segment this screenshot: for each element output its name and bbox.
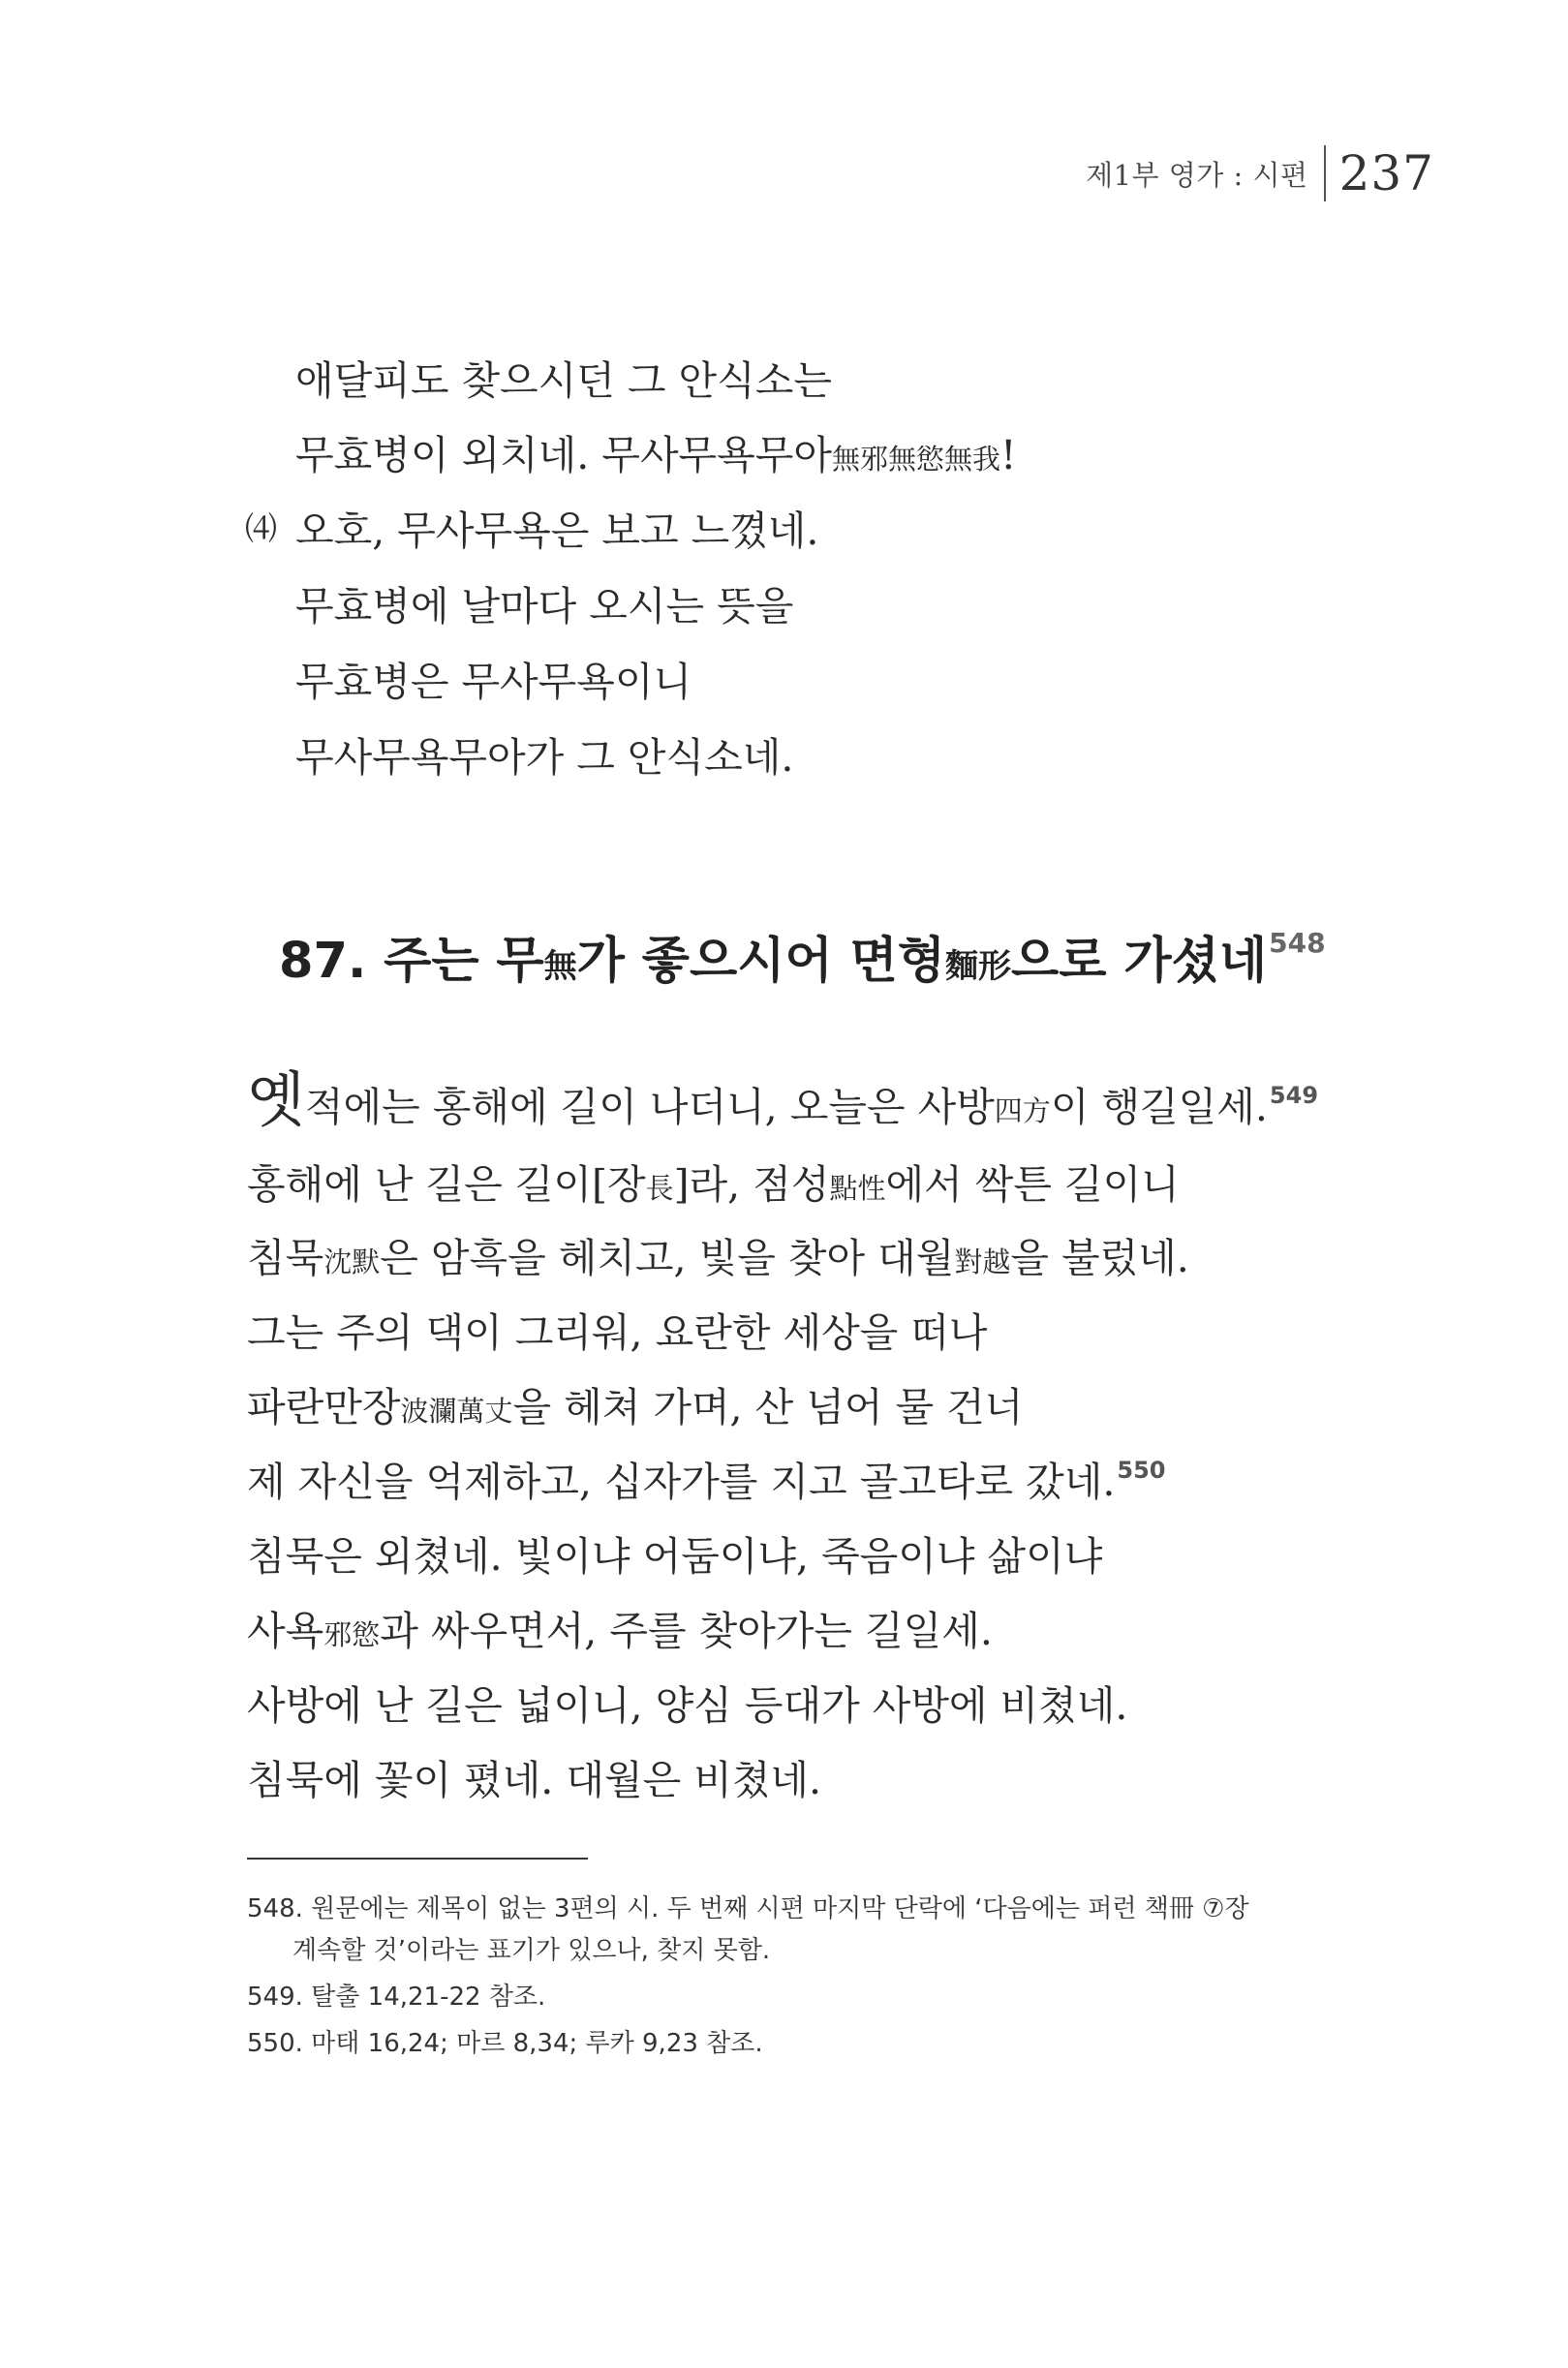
body-text: 파란만장: [247, 1384, 401, 1430]
poem-line-end: !: [1000, 432, 1017, 478]
hanja-gloss: 波瀾萬丈: [400, 1395, 513, 1428]
running-head-title: 제1부 영가 : 시편: [1086, 158, 1308, 192]
hanja-gloss: 沈默: [323, 1246, 381, 1278]
hanja-gloss: 麵形: [945, 947, 1012, 986]
running-head: [1086, 145, 1434, 201]
running-head-divider: [1324, 145, 1326, 201]
poem-line: 무사무욕무아가 그 안식소네.: [295, 734, 794, 781]
hanja-gloss: 四方: [994, 1094, 1051, 1127]
body-text: 을 헤쳐 가며, 산 넘어 물 건너: [512, 1384, 1024, 1430]
body-text: 은 암흑을 헤치고, 빛을 찾아 대월: [380, 1235, 955, 1281]
poem-line-text: 무효병이 외치네. 무사무욕무아: [295, 432, 832, 478]
hanja-gloss: 長: [645, 1172, 674, 1205]
body-text: 침묵: [247, 1235, 324, 1281]
body-text: 제 자신을 억제하고, 십자가를 지고 골고타로 갔네.: [247, 1459, 1116, 1505]
hanja-gloss: 無: [543, 947, 577, 986]
footnote-548-continued: 계속할 것’이라는 표기가 있으나, 찾지 못함.: [292, 1936, 771, 1965]
body-line: [247, 1375, 1023, 1432]
body-line: [247, 1064, 1319, 1135]
heading-text: 가 좋으시어 면형: [576, 933, 946, 990]
body-text: 이 행길일세.: [1050, 1084, 1268, 1130]
body-line: 침묵은 외쳤네. 빛이냐 어둠이냐, 죽음이냐 삶이냐: [247, 1533, 1103, 1580]
body-line: [247, 1226, 1189, 1283]
heading-text: 87. 주는 무: [279, 933, 544, 990]
footnote-548: 548. 원문에는 제목이 없는 3편의 시. 두 번째 시편 마지막 단락에 ‘다음에는 퍼런 책冊 ⑦장: [247, 1894, 1249, 1923]
footnote-divider: [247, 1858, 588, 1860]
body-text: 사욕: [247, 1608, 324, 1654]
body-line: [247, 1153, 1180, 1210]
footnote-549: 549. 탈출 14,21-22 참조.: [247, 1983, 546, 2012]
body-text: 적에는 홍해에 길이 나더니, 오늘은 사방: [304, 1084, 995, 1130]
stanza-number: ⑷: [245, 509, 277, 547]
body-line: 사방에 난 길은 넓이니, 양심 등대가 사방에 비쳤네.: [247, 1682, 1128, 1729]
body-line: 그는 주의 댁이 그리워, 요란한 세상을 떠나: [247, 1309, 988, 1356]
heading-text: 으로 가셨네: [1011, 933, 1268, 990]
poem-line: 오호, 무사무욕은 보고 느꼈네.: [295, 507, 819, 554]
poem-line: [295, 423, 1016, 480]
body-text: ]라, 점성: [673, 1161, 830, 1208]
hanja-gloss: 點性: [829, 1172, 886, 1205]
body-line: 침묵에 꽃이 폈네. 대월은 비쳤네.: [247, 1757, 822, 1803]
footnote-ref: 548: [1269, 927, 1326, 959]
page-number: 237: [1338, 145, 1434, 201]
hanja-gloss: 對越: [954, 1246, 1011, 1278]
section-heading: [279, 920, 1326, 992]
hanja-gloss: 邪慾: [323, 1618, 381, 1651]
footnote-ref: 550: [1117, 1457, 1166, 1484]
body-line: [247, 1450, 1166, 1507]
footnote-ref: 549: [1269, 1082, 1319, 1109]
poem-line: 애달피도 찾으시던 그 안식소는: [295, 357, 832, 404]
body-text: 홍해에 난 길은 길이[장: [247, 1161, 646, 1208]
poem-line: 무효병은 무사무욕이니: [295, 659, 692, 705]
body-text: 과 싸우면서, 주를 찾아가는 길일세.: [380, 1608, 993, 1654]
body-text: 을 불렀네.: [1010, 1235, 1189, 1281]
footnote-550: 550. 마태 16,24; 마르 8,34; 루카 9,23 참조.: [247, 2029, 763, 2058]
drop-cap: 옛: [247, 1064, 305, 1135]
body-text: 에서 싹튼 길이니: [885, 1161, 1180, 1208]
poem-line: 무효병에 날마다 오시는 뜻을: [295, 583, 794, 630]
hanja-gloss: 無邪無慾無我: [831, 443, 1000, 476]
body-line: [247, 1599, 993, 1656]
